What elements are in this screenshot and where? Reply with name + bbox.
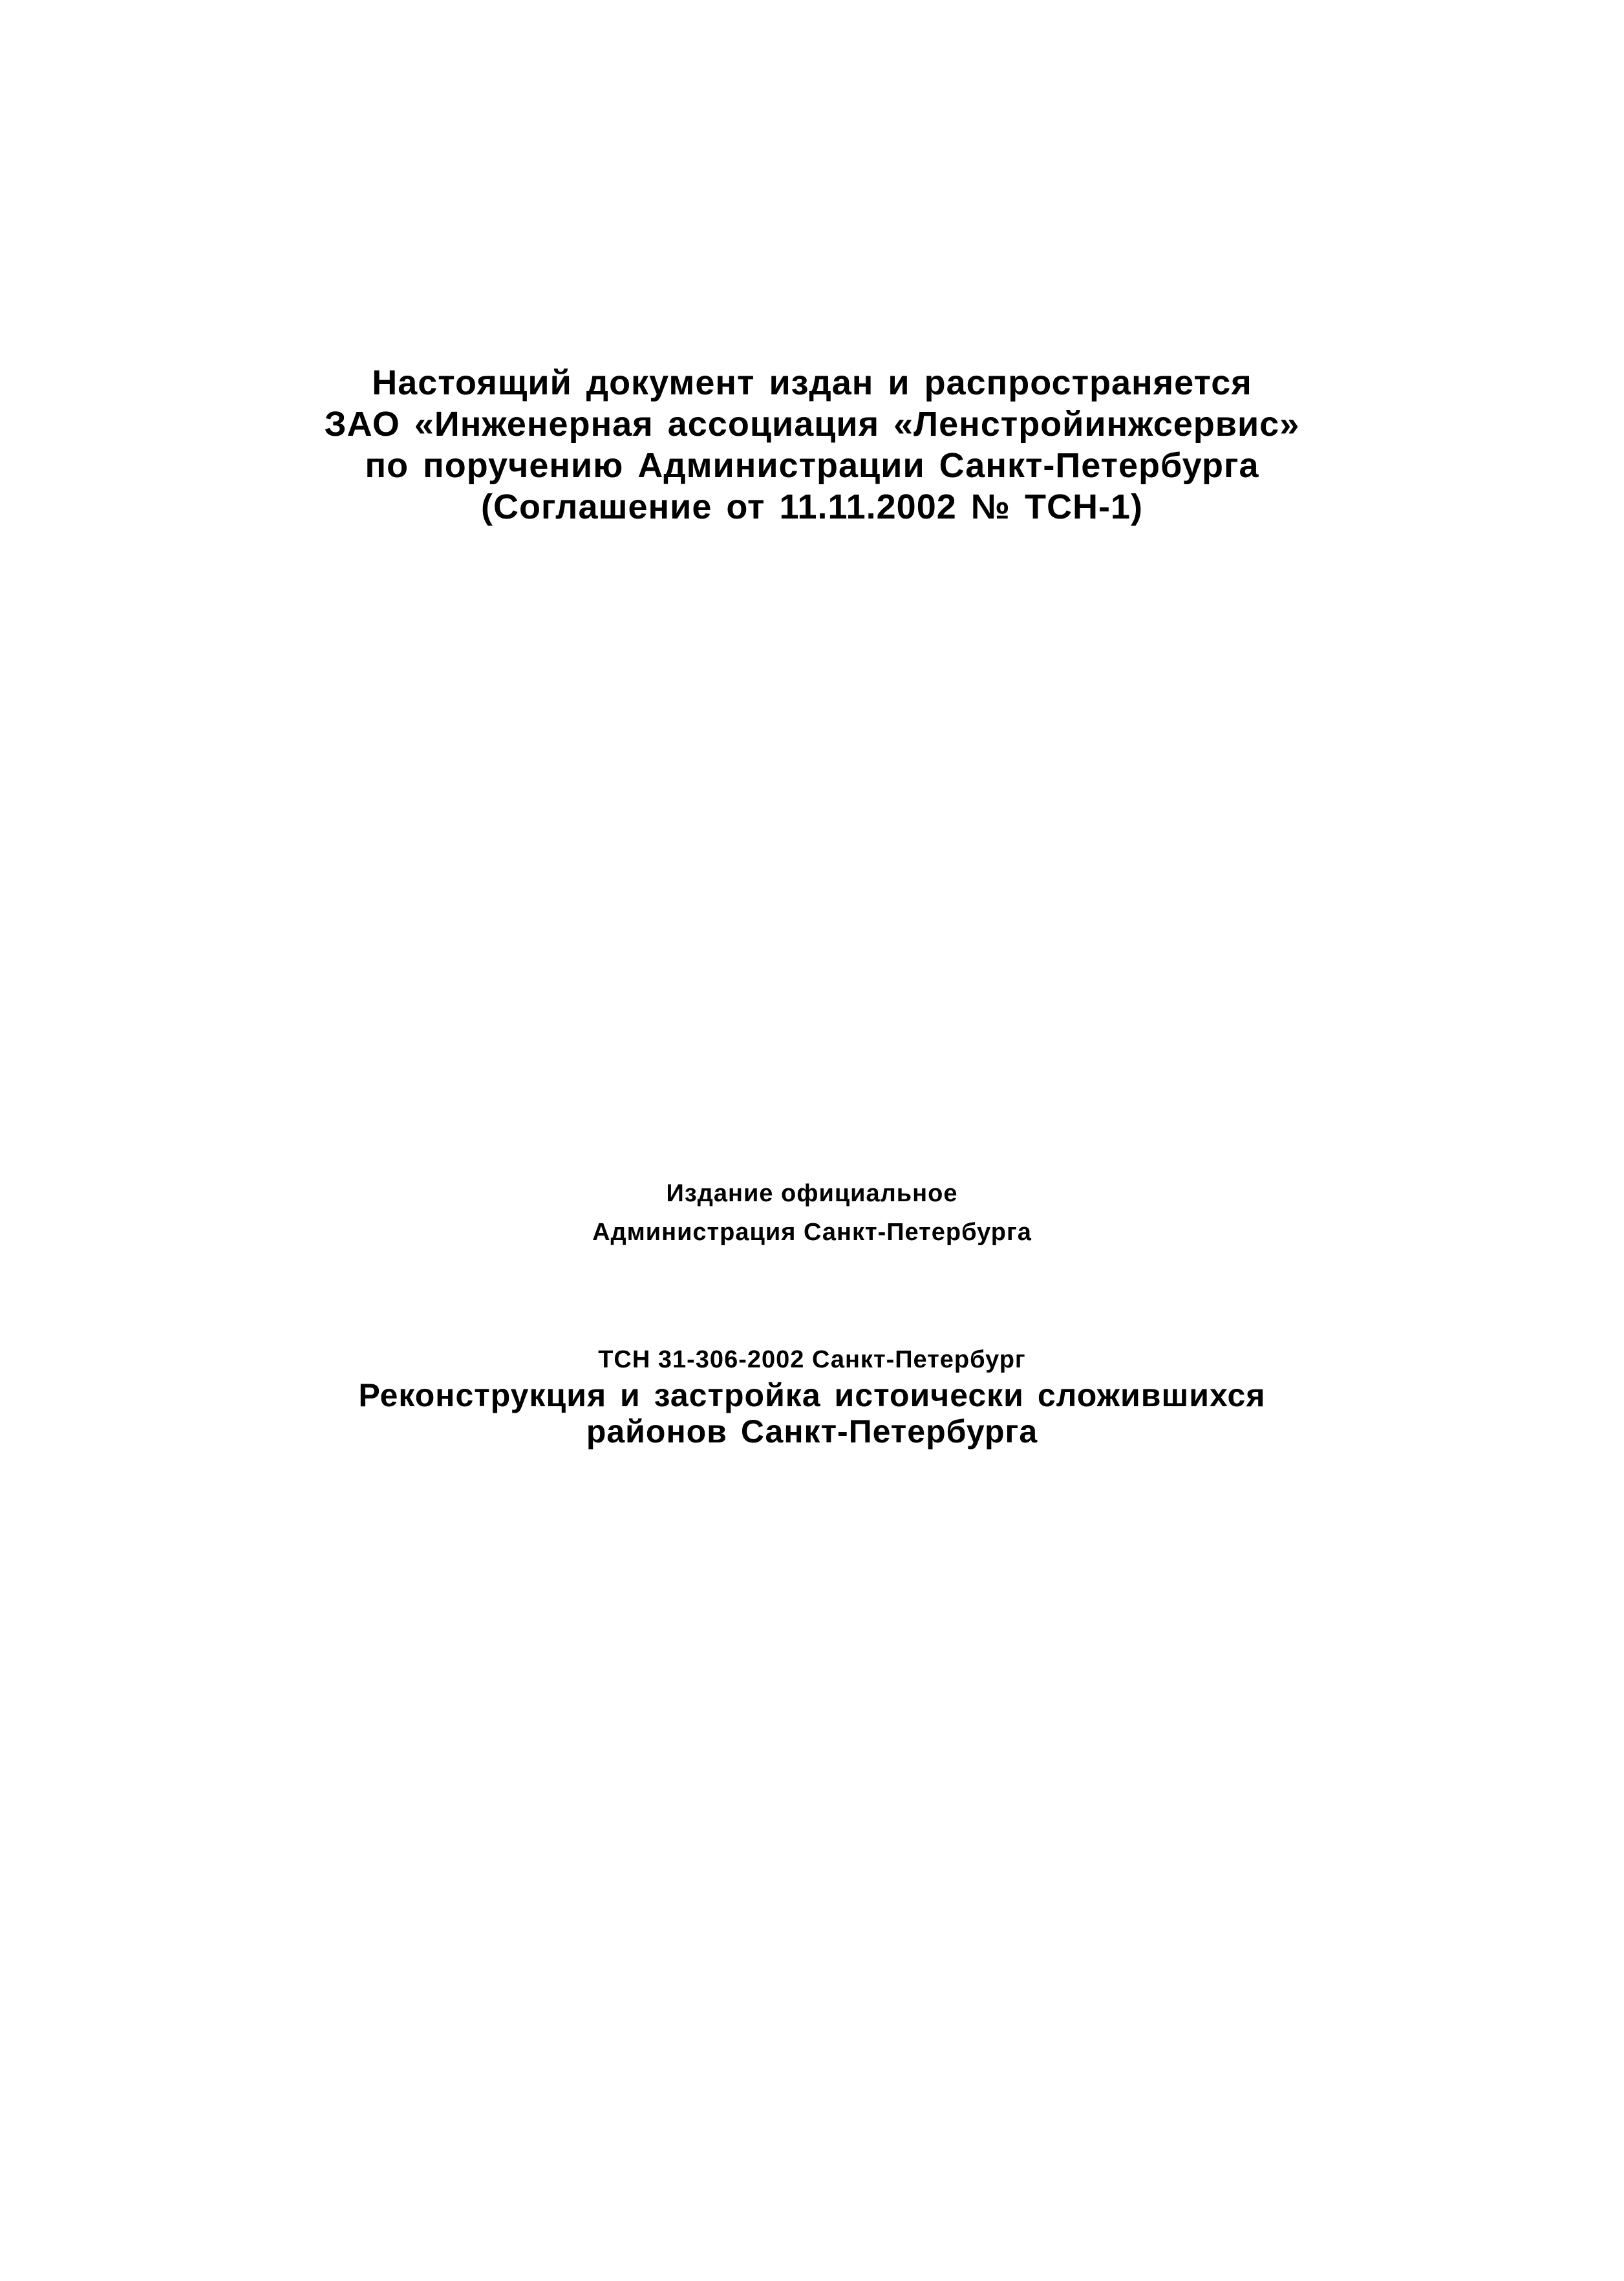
standard-heading (0, 1342, 1624, 1450)
edition-info (0, 1174, 1624, 1252)
notice-line-1: Настоящий документ издан и распространяется (372, 363, 1252, 402)
standard-code: ТСН 31-306-2002 Санкт-Петербург (598, 1346, 1026, 1373)
edition-label: Издание официальное (666, 1180, 958, 1207)
notice-line-2: ЗАО «Инженерная ассоциация «Ленстройинжсервис» (324, 405, 1300, 444)
distribution-notice (0, 362, 1624, 528)
standard-title-line-1: Реконструкция и застройка истоически сложившихся (358, 1377, 1266, 1413)
notice-line-3: по поручению Администрации Санкт-Петербурга (365, 446, 1259, 485)
edition-publisher: Администрация Санкт-Петербурга (592, 1219, 1032, 1246)
standard-title-line-2: районов Санкт-Петербурга (586, 1413, 1038, 1450)
notice-line-4: (Соглашение от 11.11.2002 № ТСН-1) (481, 487, 1143, 526)
